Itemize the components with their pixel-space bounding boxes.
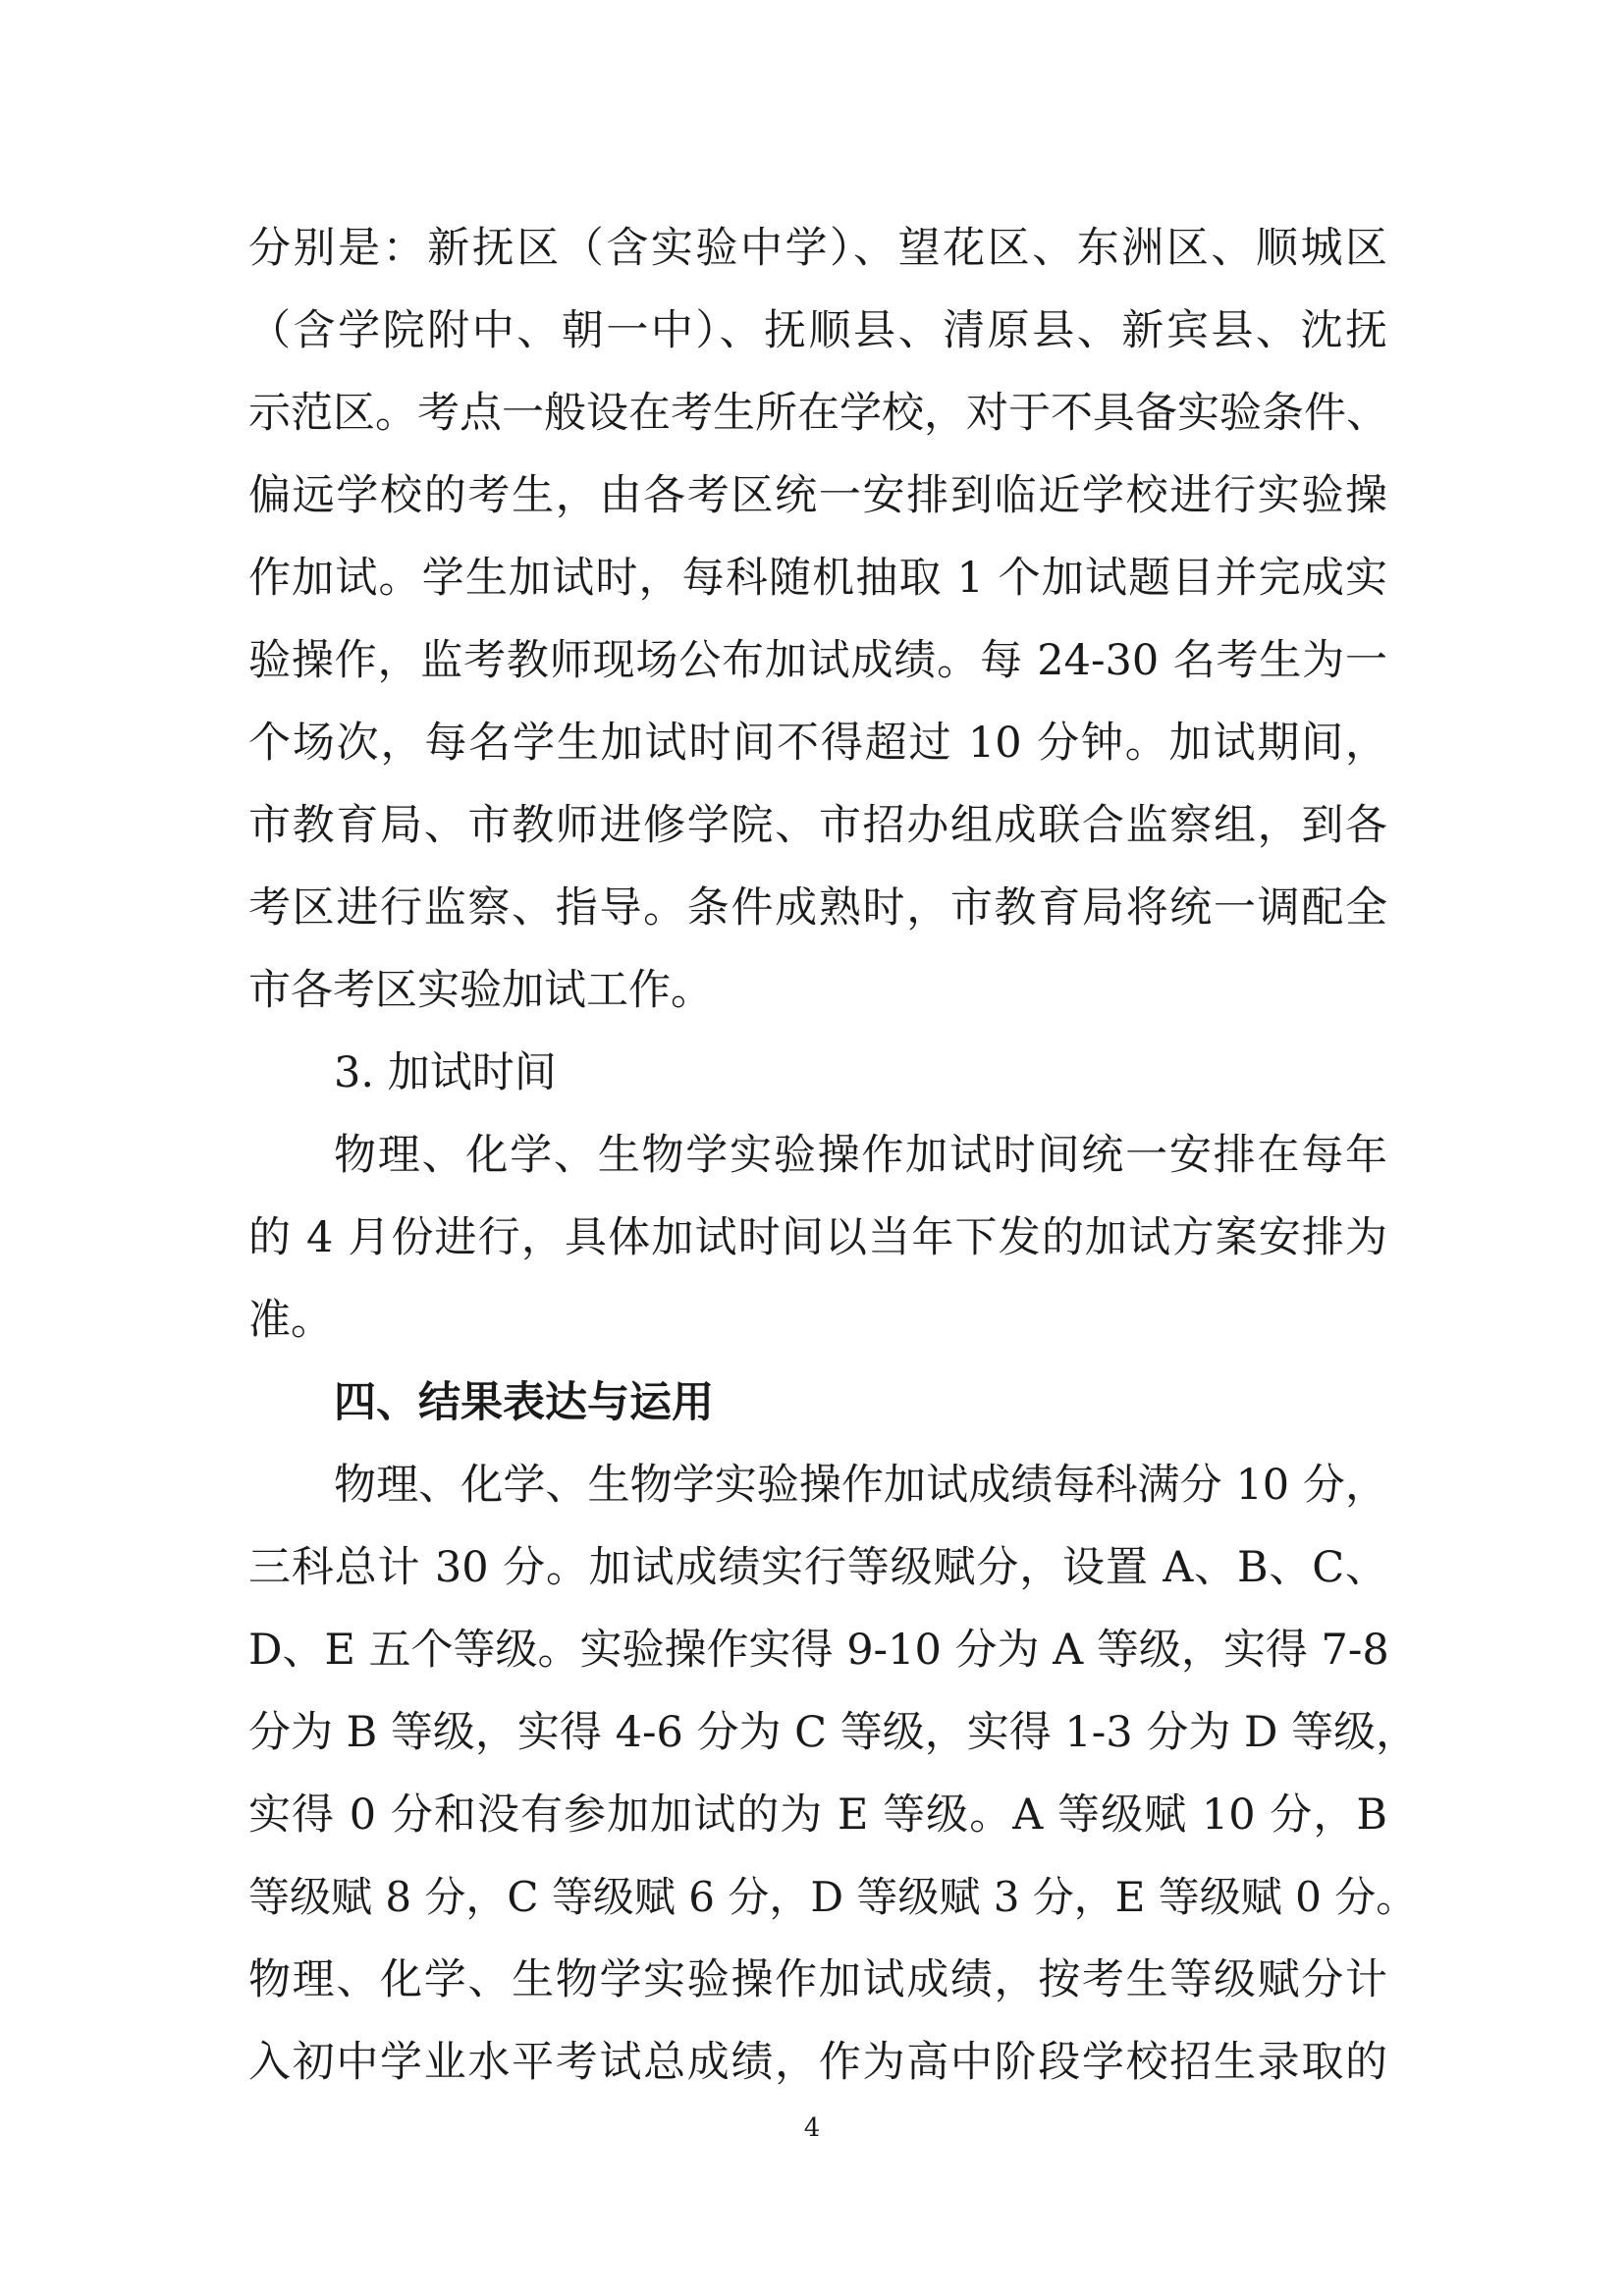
paragraph-line: 准。 — [248, 1296, 333, 1345]
paragraph-line: D、E 五个等级。实验操作实得 9-10 分为 A 等级，实得 7-8 — [248, 1626, 1389, 1675]
paragraph-line: 分别是：新抚区（含实验中学）、望花区、东洲区、顺城区 — [248, 224, 1387, 273]
paragraph-line: 个场次，每名学生加试时间不得超过 10 分钟。加试期间， — [248, 719, 1387, 768]
subheading: 3. 加试时间 — [334, 1048, 557, 1097]
paragraph-line: 物理、化学、生物学实验操作加试成绩每科满分 10 分， — [334, 1461, 1387, 1510]
page-number: 4 — [803, 2113, 821, 2143]
paragraph-line: 考区进行监察、指导。条件成熟时，市教育局将统一调配全 — [248, 883, 1387, 933]
paragraph-line: 的 4 月份进行，具体加试时间以当年下发的加试方案安排为 — [248, 1213, 1387, 1262]
paragraph-line: 市教育局、市教师进修学院、市招办组成联合监察组，到各 — [248, 801, 1387, 850]
paragraph-line: 三科总计 30 分。加试成绩实行等级赋分，设置 A、B、C、 — [248, 1543, 1387, 1592]
section-heading: 四、结果表达与运用 — [334, 1378, 714, 1427]
paragraph-line: 偏远学校的考生，由各考区统一安排到临近学校进行实验操 — [248, 471, 1387, 520]
paragraph-line: 作加试。学生加试时，每科随机抽取 1 个加试题目并完成实 — [248, 554, 1387, 603]
paragraph-line: 市各考区实验加试工作。 — [248, 966, 713, 1015]
paragraph-line: 物理、化学、生物学实验操作加试时间统一安排在每年 — [334, 1131, 1387, 1180]
paragraph-line: 入初中学业水平考试总成绩，作为高中阶段学校招生录取的 — [248, 2038, 1387, 2087]
paragraph-line: 分为 B 等级，实得 4-6 分为 C 等级，实得 1-3 分为 D 等级， — [248, 1708, 1419, 1757]
paragraph-line: 等级赋 8 分，C 等级赋 6 分，D 等级赋 3 分，E 等级赋 0 分。 — [248, 1873, 1418, 1921]
paragraph-line: 验操作，监考教师现场公布加试成绩。每 24-30 名考生为一 — [248, 636, 1387, 685]
paragraph-line: 示范区。考点一般设在考生所在学校，对于不具备实验条件、 — [248, 389, 1388, 438]
paragraph-line: 实得 0 分和没有参加加试的为 E 等级。A 等级赋 10 分，B — [248, 1790, 1387, 1840]
paragraph-line: 物理、化学、生物学实验操作加试成绩，按考生等级赋分计 — [248, 1955, 1387, 2004]
paragraph-line: （含学院附中、朝一中）、抚顺县、清原县、新宾县、沈抚 — [248, 306, 1387, 355]
